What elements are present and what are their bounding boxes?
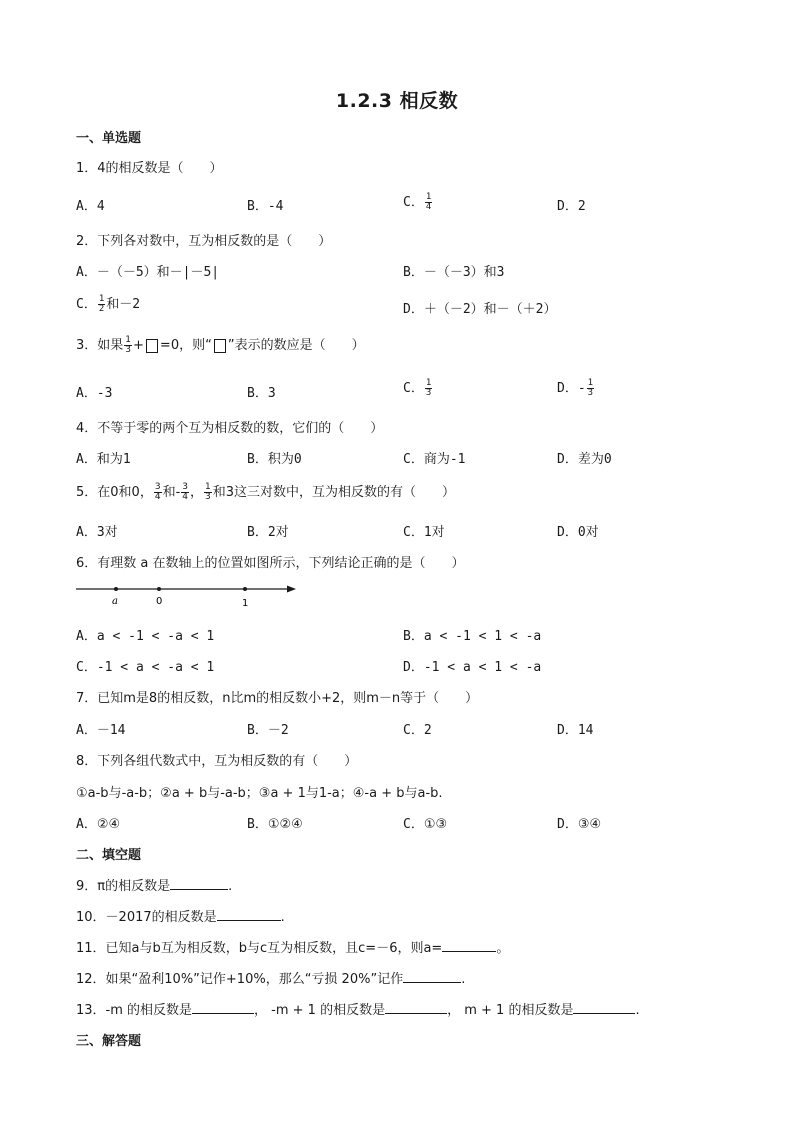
q13-text: 13．-m 的相反数是 <box>76 1003 193 1018</box>
q2-option-a: A．－（－5）和－|－5| <box>76 265 220 280</box>
q3-option-d-prefix: D．- <box>557 381 586 396</box>
section-heading-answer: 三、解答题 <box>76 1034 142 1049</box>
q9-text: 9．π的相反数是 <box>76 879 171 894</box>
question-1-stem: 1．4的相反数是（ ） <box>76 161 223 176</box>
question-7-stem: 7．已知m是8的相反数，n比m的相反数小+2，则m－n等于（ ） <box>76 691 479 706</box>
fraction-denominator: 4 <box>154 492 161 502</box>
q8-option-a: A．②④ <box>76 817 121 832</box>
page-title: 1.2.3 相反数 <box>335 90 459 112</box>
q8-option-d: D．③④ <box>557 817 602 832</box>
answer-blank[interactable] <box>442 951 496 952</box>
q3-option-c-prefix: C． <box>403 381 424 396</box>
q2-option-c-fraction <box>98 295 105 314</box>
question-11 <box>76 937 509 956</box>
q1-option-d: D．2 <box>557 199 586 214</box>
q2-option-c-suffix: 和－2 <box>106 297 141 312</box>
q5-stem-part: 和3这三对数中，互为相反数的有（ ） <box>212 485 456 500</box>
number-line-figure <box>74 580 300 610</box>
q4-option-a: A．和为1 <box>76 452 131 467</box>
q13-text: ， -m + 1 的相反数是 <box>254 1003 386 1018</box>
point-0 <box>157 587 161 591</box>
fraction-denominator: 4 <box>425 202 432 212</box>
answer-blank[interactable] <box>192 1013 254 1014</box>
answer-blank[interactable] <box>403 982 461 983</box>
q6-option-d: D．-1 < a < 1 < -a <box>403 660 542 675</box>
q5-fraction-2 <box>181 483 189 502</box>
answer-blank[interactable] <box>573 1013 635 1014</box>
placeholder-box-icon <box>214 339 226 353</box>
fraction-numerator: 1 <box>425 378 432 388</box>
q7-option-c: C．2 <box>403 723 432 738</box>
q3-option-d-fraction <box>587 379 594 398</box>
q4-option-d: D．差为0 <box>557 452 612 467</box>
question-3-stem <box>76 334 365 355</box>
q6-option-c: C．-1 < a < -a < 1 <box>76 660 215 675</box>
q5-stem-part: 5．在0和0， <box>76 485 153 500</box>
q3-stem-part: + <box>133 338 144 353</box>
q12-text: 12．如果“盈利10%”记作+10%，那么“亏损 20%”记作 <box>76 972 404 987</box>
question-2-stem: 2．下列各对数中，互为相反数的是（ ） <box>76 234 332 249</box>
fraction-denominator: 3 <box>587 388 594 398</box>
q11-text: 11．已知a与b互为相反数，b与c互为相反数，且c=－6，则a= <box>76 941 443 956</box>
fraction-denominator: 3 <box>205 492 211 502</box>
fraction-denominator: 3 <box>125 345 132 355</box>
point-a <box>114 587 118 591</box>
q1-option-b: B．-4 <box>247 199 284 214</box>
q5-option-d: D．0对 <box>557 525 599 540</box>
section-heading-single-choice: 一、单选题 <box>76 131 142 146</box>
question-4-stem: 4．不等于零的两个互为相反数的数，它们的（ ） <box>76 421 384 436</box>
q4-option-b: B．积为0 <box>247 452 302 467</box>
q3-stem-part: 3．如果 <box>76 338 124 353</box>
q1-option-a: A．4 <box>76 199 105 214</box>
number-line-arrow-icon <box>287 586 296 593</box>
q13-end: . <box>635 1003 640 1018</box>
q9-end: . <box>228 879 233 894</box>
q7-option-d: D．14 <box>557 723 594 738</box>
q6-option-b: B．a < -1 < 1 < -a <box>403 629 542 644</box>
q13-text: ， m + 1 的相反数是 <box>447 1003 574 1018</box>
q2-option-b: B．－（－3）和3 <box>403 265 505 280</box>
q7-option-a: A．－14 <box>76 723 126 738</box>
q7-option-b: B．－2 <box>247 723 289 738</box>
section-heading-fill-in: 二、填空题 <box>76 848 142 863</box>
q3-fraction <box>124 336 132 355</box>
fraction-numerator: 1 <box>125 335 132 345</box>
q2-option-c-prefix: C． <box>76 297 97 312</box>
question-6-stem: 6．有理数 a 在数轴上的位置如图所示，下列结论正确的是（ ） <box>76 556 465 571</box>
fraction-numerator: 1 <box>205 482 211 492</box>
q5-option-c: C．1对 <box>403 525 445 540</box>
fraction-denominator: 2 <box>98 304 105 314</box>
fraction-numerator: 1 <box>98 294 105 304</box>
q6-option-a: A．a < -1 < -a < 1 <box>76 629 215 644</box>
q5-option-b: B．2对 <box>247 525 289 540</box>
q5-stem-part: 和- <box>162 485 181 500</box>
question-13 <box>76 999 640 1018</box>
question-8-items: ①a-b与-a-b；②a + b与-a-b；③a + 1与1-a；④-a + b与a-b. <box>76 786 443 801</box>
q5-fraction-1 <box>154 483 162 502</box>
q1-option-c-fraction <box>425 193 432 212</box>
answer-blank[interactable] <box>170 889 228 890</box>
fraction-denominator: 4 <box>182 492 188 502</box>
question-8-stem: 8．下列各组代数式中，互为相反数的有（ ） <box>76 754 358 769</box>
fraction-numerator: 1 <box>587 378 594 388</box>
q10-end: . <box>280 910 285 925</box>
answer-blank[interactable] <box>385 1013 447 1014</box>
question-9 <box>76 875 232 894</box>
answer-blank[interactable] <box>217 920 281 921</box>
q2-option-c <box>76 293 140 314</box>
q10-text: 10．－2017的相反数是 <box>76 910 217 925</box>
q3-option-b: B．3 <box>247 386 276 401</box>
placeholder-box-icon <box>146 339 158 353</box>
q11-end: 。 <box>496 941 510 956</box>
fraction-numerator: 1 <box>425 192 432 202</box>
fraction-numerator: 3 <box>182 482 188 492</box>
q5-stem-part: ， <box>190 485 204 500</box>
label-1: 1 <box>242 598 249 609</box>
q5-fraction-3 <box>204 483 212 502</box>
point-1 <box>243 587 247 591</box>
q3-option-c <box>403 377 433 398</box>
q8-option-b: B．①②④ <box>247 817 303 832</box>
label-a: a <box>112 596 118 607</box>
q8-option-c: C．①③ <box>403 817 448 832</box>
q1-option-c <box>403 191 433 212</box>
q3-stem-part: =0，则“ <box>159 338 212 353</box>
fraction-denominator: 3 <box>425 388 432 398</box>
question-5-stem <box>76 481 455 502</box>
q4-option-c: C．商为-1 <box>403 452 466 467</box>
q3-option-c-fraction <box>425 379 432 398</box>
q3-option-d <box>557 377 595 398</box>
q3-stem-part: ”表示的数应是（ ） <box>227 338 365 353</box>
fraction-numerator: 3 <box>154 482 161 492</box>
q5-option-a: A．3对 <box>76 525 118 540</box>
label-0: 0 <box>156 596 163 607</box>
q12-end: . <box>461 972 466 987</box>
q2-option-d: D．＋（－2）和－（＋2） <box>403 302 557 317</box>
q3-option-a: A．-3 <box>76 386 113 401</box>
question-12 <box>76 968 465 987</box>
q1-option-c-prefix: C． <box>403 195 424 210</box>
question-10 <box>76 906 285 925</box>
